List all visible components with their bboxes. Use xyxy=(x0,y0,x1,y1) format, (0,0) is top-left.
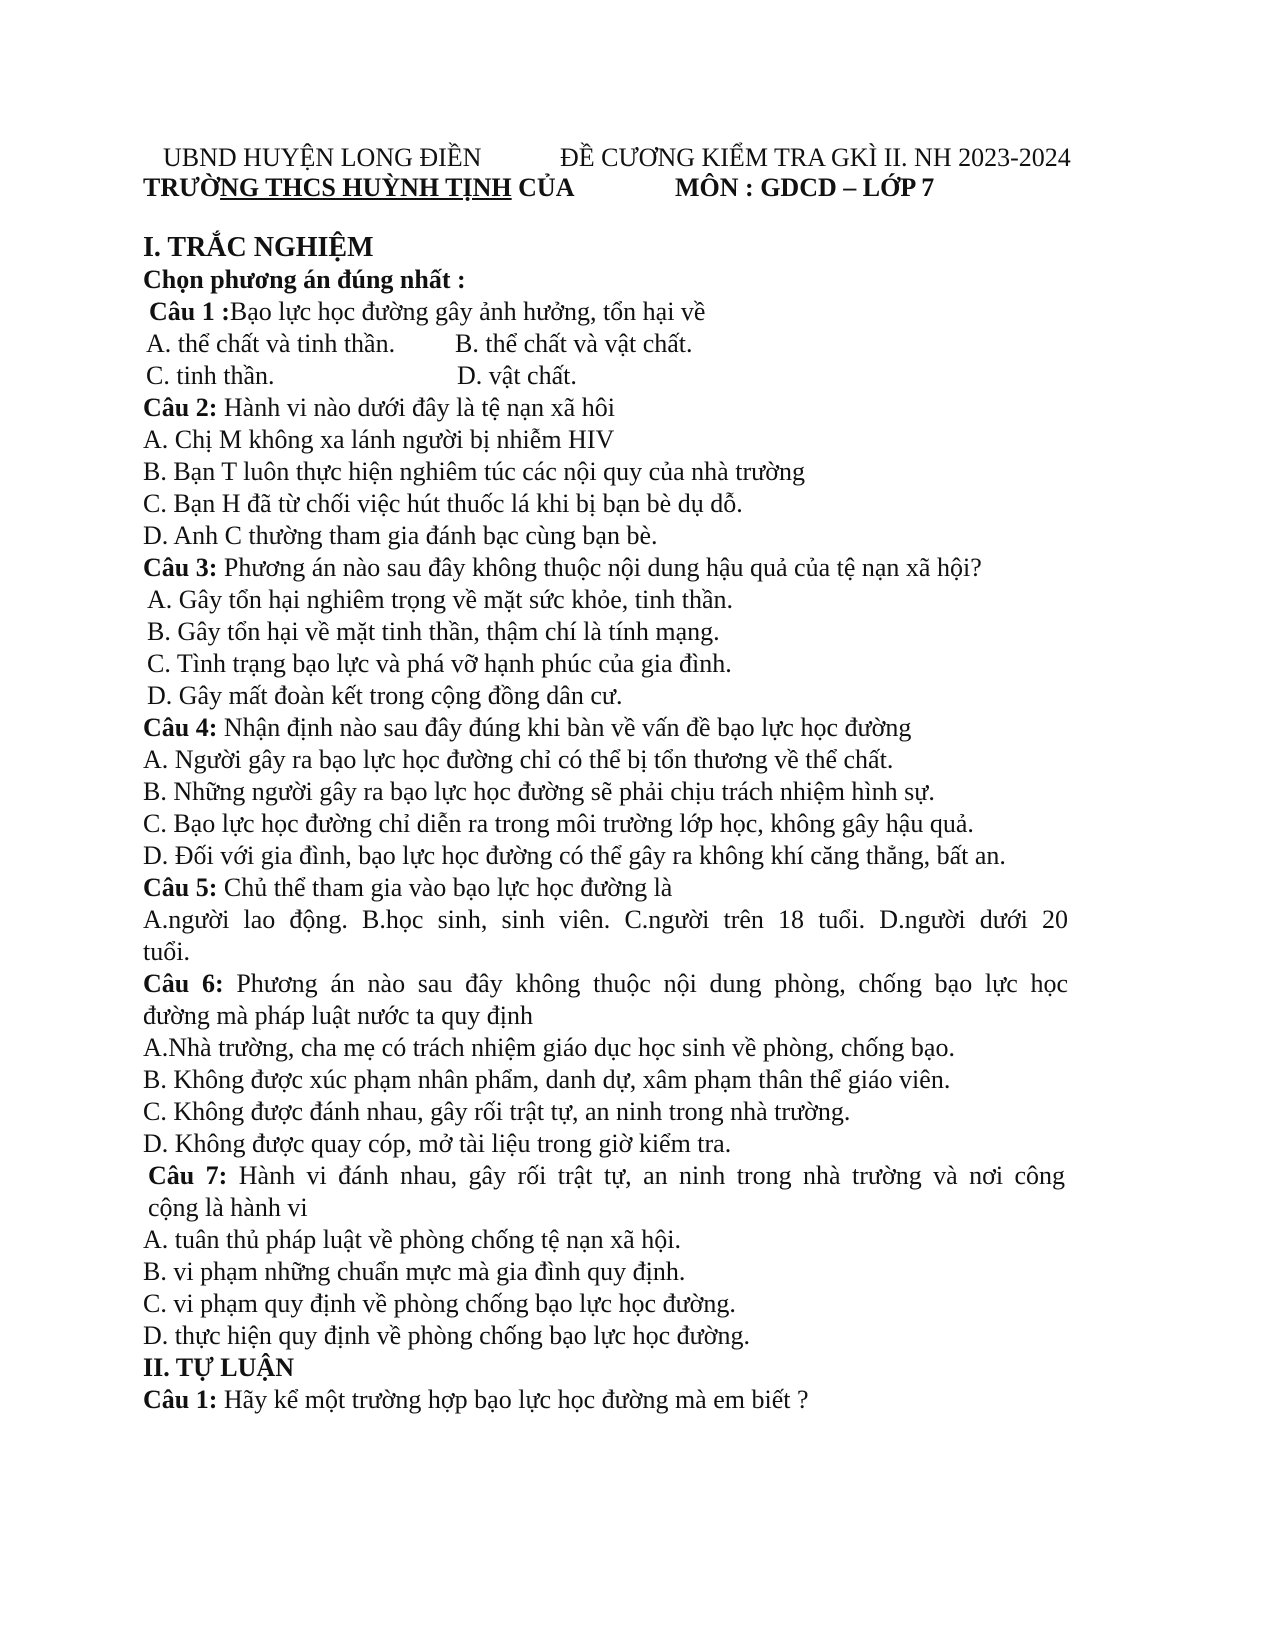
question-1-option-b: B. thể chất và vật chất. xyxy=(455,329,693,358)
question-3-option-c: C. Tình trạng bạo lực và phá vỡ hạnh phúc của gia đình. xyxy=(147,649,732,678)
question-1 xyxy=(149,297,705,327)
question-5 xyxy=(143,873,672,903)
question-4-label: Câu 4: xyxy=(143,713,218,742)
question-4 xyxy=(143,713,911,743)
header-school-suffix: CỦA xyxy=(511,173,575,202)
question-1-text: Bạo lực học đường gây ảnh hưởng, tổn hại về xyxy=(229,297,706,326)
question-1-label: Câu 1 : xyxy=(149,297,230,326)
question-5-label: Câu 5: xyxy=(143,873,218,902)
question-2-text: Hành vi nào dưới đây là tệ nạn xã hôi xyxy=(217,393,615,422)
question-5-options-wrap: tuổi. xyxy=(143,937,190,966)
question-3 xyxy=(143,553,982,583)
question-4-option-a: A. Người gây ra bạo lực học đường chỉ có thể bị tổn thương về thể chất. xyxy=(143,745,894,774)
essay-question-1-label: Câu 1: xyxy=(143,1385,218,1414)
question-1-option-a: A. thể chất và tinh thần. xyxy=(146,329,396,358)
question-7-option-b: B. vi phạm những chuẩn mực mà gia đình quy định. xyxy=(143,1257,686,1286)
question-3-option-b: B. Gây tổn hại về mặt tinh thần, thậm chí là tính mạng. xyxy=(147,617,720,646)
question-6-option-a: A.Nhà trường, cha mẹ có trách nhiệm giáo dục học sinh về phòng, chống bạo. xyxy=(143,1033,955,1062)
section-title-essay: II. TỰ LUẬN xyxy=(143,1353,294,1382)
question-1-option-c: C. tinh thần. xyxy=(146,361,275,390)
question-7-label: Câu 7: xyxy=(148,1161,228,1190)
question-2-option-b: B. Bạn T luôn thực hiện nghiêm túc các nội quy của nhà trường xyxy=(143,457,805,486)
question-7-option-a: A. tuân thủ pháp luật về phòng chống tệ nạn xã hội. xyxy=(143,1225,681,1254)
question-6-text-line2: đường mà pháp luật nước ta quy định xyxy=(143,1001,533,1030)
question-1-option-d: D. vật chất. xyxy=(457,361,577,390)
header-district: UBND HUYỆN LONG ĐIỀN xyxy=(163,143,482,172)
question-6 xyxy=(143,969,1068,999)
question-2-label: Câu 2: xyxy=(143,393,218,422)
question-7-text-line1: Hành vi đánh nhau, gây rối trật tự, an ninh trong nhà trường và nơi công xyxy=(227,1161,1065,1190)
question-6-option-c: C. Không được đánh nhau, gây rối trật tự, an ninh trong nhà trường. xyxy=(143,1097,851,1126)
essay-question-1-text: Hãy kể một trường hợp bạo lực học đường mà em biết ? xyxy=(217,1385,809,1414)
header-school-underlined: NG THCS HUỲNH TỊNH xyxy=(220,173,512,202)
header-school-prefix: TRƯỜ xyxy=(143,173,221,202)
question-7-option-c: C. vi phạm quy định về phòng chống bạo lực học đường. xyxy=(143,1289,736,1318)
question-3-label: Câu 3: xyxy=(143,553,218,582)
question-6-option-b: B. Không được xúc phạm nhân phẩm, danh dự, xâm phạm thân thể giáo viên. xyxy=(143,1065,951,1094)
section-instruction: Chọn phương án đúng nhất : xyxy=(143,265,466,294)
question-6-text-line1: Phương án nào sau đây không thuộc nội dung phòng, chống bạo lực học xyxy=(223,969,1068,998)
header-school xyxy=(143,173,575,203)
section-title-multiple-choice: I. TRẮC NGHIỆM xyxy=(143,232,374,263)
question-2-option-d: D. Anh C thường tham gia đánh bạc cùng bạn bè. xyxy=(143,521,658,550)
question-4-option-d: D. Đối với gia đình, bạo lực học đường có thể gây ra không khí căng thẳng, bất an. xyxy=(143,841,1006,870)
question-3-option-d: D. Gây mất đoàn kết trong cộng đồng dân cư. xyxy=(147,681,623,710)
question-2-option-a: A. Chị M không xa lánh người bị nhiễm HIV xyxy=(143,425,615,454)
question-7 xyxy=(148,1161,1065,1191)
question-3-option-a: A. Gây tổn hại nghiêm trọng về mặt sức khỏe, tinh thần. xyxy=(147,585,733,614)
question-2-option-c: C. Bạn H đã từ chối việc hút thuốc lá khi bị bạn bè dụ dỗ. xyxy=(143,489,743,518)
question-7-option-d: D. thực hiện quy định về phòng chống bạo lực học đường. xyxy=(143,1321,750,1350)
question-2 xyxy=(143,393,615,423)
header-subject: MÔN : GDCD – LỚP 7 xyxy=(675,173,935,202)
question-4-option-c: C. Bạo lực học đường chỉ diễn ra trong môi trường lớp học, không gây hậu quả. xyxy=(143,809,974,838)
question-6-label: Câu 6: xyxy=(143,969,224,998)
question-6-option-d: D. Không được quay cóp, mở tài liệu trong giờ kiểm tra. xyxy=(143,1129,732,1158)
question-3-text: Phương án nào sau đây không thuộc nội dung hậu quả của tệ nạn xã hội? xyxy=(217,553,982,582)
question-4-text: Nhận định nào sau đây đúng khi bàn về vấn đề bạo lực học đường xyxy=(217,713,912,742)
header-exam-title: ĐỀ CƯƠNG KIỂM TRA GKÌ II. NH 2023-2024 xyxy=(560,143,1071,172)
question-7-text-line2: cộng là hành vi xyxy=(148,1193,308,1222)
question-4-option-b: B. Những người gây ra bạo lực học đường sẽ phải chịu trách nhiệm hình sự. xyxy=(143,777,935,806)
question-5-options: A.người lao động. B.học sinh, sinh viên. C.người trên 18 tuổi. D.người dưới 20 xyxy=(143,905,1068,934)
essay-question-1 xyxy=(143,1385,809,1415)
question-5-text: Chủ thể tham gia vào bạo lực học đường là xyxy=(217,873,673,902)
